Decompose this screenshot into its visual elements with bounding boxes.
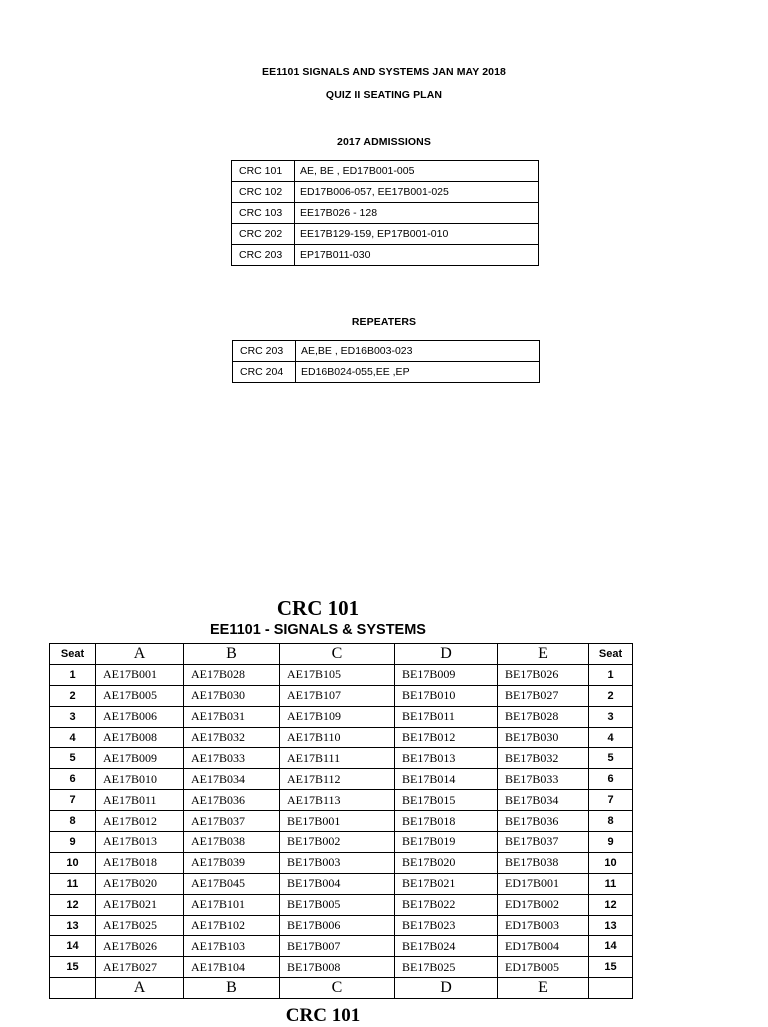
roll-number-cell: AE17B102 <box>184 915 280 936</box>
roll-number-cell: AE17B105 <box>280 664 395 685</box>
roll-number-cell: BE17B023 <box>395 915 498 936</box>
seating-row <box>50 685 633 706</box>
seating-row <box>50 727 633 748</box>
seat-header-left: Seat <box>50 644 96 665</box>
seat-number-left: 12 <box>50 894 96 915</box>
roll-number-cell: AE17B028 <box>184 664 280 685</box>
seat-number-right: 14 <box>589 936 633 957</box>
seat-number-left: 6 <box>50 769 96 790</box>
roll-number-cell: AE17B104 <box>184 957 280 978</box>
seating-row <box>50 748 633 769</box>
repeaters-row <box>233 362 540 383</box>
roll-number-cell: BE17B020 <box>395 852 498 873</box>
seating-footer-row <box>50 978 633 999</box>
seat-number-right: 10 <box>589 852 633 873</box>
roll-number-cell: BE17B004 <box>280 873 395 894</box>
roll-number-cell: AE17B026 <box>96 936 184 957</box>
admissions-row <box>232 224 539 245</box>
seat-number-left: 9 <box>50 832 96 853</box>
room-cell: CRC 102 <box>232 182 295 203</box>
batch-cell: EP17B011-030 <box>295 245 539 266</box>
seat-number-right: 5 <box>589 748 633 769</box>
admissions-table <box>231 160 539 266</box>
room-cell: CRC 202 <box>232 224 295 245</box>
admissions-row <box>232 161 539 182</box>
roll-number-cell: AE17B001 <box>96 664 184 685</box>
seating-row <box>50 664 633 685</box>
roll-number-cell: AE17B021 <box>96 894 184 915</box>
roll-number-cell: BE17B013 <box>395 748 498 769</box>
column-header: B <box>184 644 280 665</box>
roll-number-cell: AE17B030 <box>184 685 280 706</box>
seat-footer-left <box>50 978 96 999</box>
seat-number-left: 2 <box>50 685 96 706</box>
roll-number-cell: BE17B012 <box>395 727 498 748</box>
roll-number-cell: BE17B010 <box>395 685 498 706</box>
roll-number-cell: AE17B107 <box>280 685 395 706</box>
roll-number-cell: BE17B007 <box>280 936 395 957</box>
column-header: D <box>395 644 498 665</box>
room-title: CRC 101 <box>276 596 360 620</box>
seating-header-row <box>50 644 633 665</box>
roll-number-cell: ED17B004 <box>498 936 589 957</box>
seating-row <box>50 706 633 727</box>
batch-cell: AE, BE , ED17B001-005 <box>295 161 539 182</box>
quiz-header: QUIZ II SEATING PLAN <box>325 89 443 101</box>
roll-number-cell: AE17B103 <box>184 936 280 957</box>
seating-row <box>50 811 633 832</box>
room-cell: CRC 204 <box>233 362 296 383</box>
roll-number-cell: BE17B025 <box>395 957 498 978</box>
room-cell: CRC 103 <box>232 203 295 224</box>
roll-number-cell: AE17B110 <box>280 727 395 748</box>
admissions-row <box>232 182 539 203</box>
roll-number-cell: ED17B001 <box>498 873 589 894</box>
seating-row <box>50 936 633 957</box>
roll-number-cell: BE17B019 <box>395 832 498 853</box>
roll-number-cell: BE17B011 <box>395 706 498 727</box>
repeaters-title: REPEATERS <box>351 316 417 328</box>
roll-number-cell: BE17B022 <box>395 894 498 915</box>
roll-number-cell: AE17B005 <box>96 685 184 706</box>
roll-number-cell: BE17B005 <box>280 894 395 915</box>
seat-number-right: 8 <box>589 811 633 832</box>
batch-cell: EE17B026 - 128 <box>295 203 539 224</box>
column-footer: B <box>184 978 280 999</box>
admissions-title: 2017 ADMISSIONS <box>337 136 431 148</box>
batch-cell: ED17B006-057, EE17B001-025 <box>295 182 539 203</box>
batch-cell: AE,BE , ED16B003-023 <box>296 341 540 362</box>
seating-row <box>50 957 633 978</box>
seat-number-right: 4 <box>589 727 633 748</box>
seat-number-right: 3 <box>589 706 633 727</box>
column-footer: C <box>280 978 395 999</box>
roll-number-cell: BE17B034 <box>498 790 589 811</box>
roll-number-cell: AE17B012 <box>96 811 184 832</box>
room-cell: CRC 203 <box>232 245 295 266</box>
roll-number-cell: BE17B030 <box>498 727 589 748</box>
seat-number-left: 1 <box>50 664 96 685</box>
roll-number-cell: AE17B013 <box>96 832 184 853</box>
seat-number-left: 5 <box>50 748 96 769</box>
seat-number-right: 1 <box>589 664 633 685</box>
roll-number-cell: BE17B001 <box>280 811 395 832</box>
seat-number-left: 14 <box>50 936 96 957</box>
seat-number-left: 10 <box>50 852 96 873</box>
roll-number-cell: AE17B009 <box>96 748 184 769</box>
column-header: A <box>96 644 184 665</box>
seat-number-right: 7 <box>589 790 633 811</box>
seating-table <box>49 643 633 999</box>
seat-number-right: 6 <box>589 769 633 790</box>
roll-number-cell: BE17B009 <box>395 664 498 685</box>
seat-number-left: 11 <box>50 873 96 894</box>
roll-number-cell: AE17B033 <box>184 748 280 769</box>
roll-number-cell: AE17B113 <box>280 790 395 811</box>
roll-number-cell: BE17B014 <box>395 769 498 790</box>
seat-number-left: 13 <box>50 915 96 936</box>
roll-number-cell: AE17B036 <box>184 790 280 811</box>
roll-number-cell: AE17B025 <box>96 915 184 936</box>
roll-number-cell: AE17B039 <box>184 852 280 873</box>
roll-number-cell: BE17B024 <box>395 936 498 957</box>
seat-number-right: 11 <box>589 873 633 894</box>
seat-number-left: 3 <box>50 706 96 727</box>
admissions-row <box>232 245 539 266</box>
admissions-row <box>232 203 539 224</box>
seat-number-right: 15 <box>589 957 633 978</box>
roll-number-cell: BE17B015 <box>395 790 498 811</box>
repeaters-row <box>233 341 540 362</box>
seat-number-left: 4 <box>50 727 96 748</box>
roll-number-cell: AE17B045 <box>184 873 280 894</box>
roll-number-cell: AE17B011 <box>96 790 184 811</box>
column-header: C <box>280 644 395 665</box>
seat-number-right: 2 <box>589 685 633 706</box>
column-header: E <box>498 644 589 665</box>
footer-room-title: CRC 101 <box>285 1005 361 1026</box>
room-cell: CRC 101 <box>232 161 295 182</box>
seat-header-right: Seat <box>589 644 633 665</box>
roll-number-cell: BE17B032 <box>498 748 589 769</box>
roll-number-cell: AE17B010 <box>96 769 184 790</box>
course-header: EE1101 SIGNALS AND SYSTEMS JAN MAY 2018 <box>262 66 506 78</box>
seat-number-right: 12 <box>589 894 633 915</box>
seating-row <box>50 894 633 915</box>
seat-number-right: 13 <box>589 915 633 936</box>
roll-number-cell: BE17B003 <box>280 852 395 873</box>
seating-row <box>50 769 633 790</box>
roll-number-cell: BE17B027 <box>498 685 589 706</box>
seat-number-left: 15 <box>50 957 96 978</box>
roll-number-cell: ED17B002 <box>498 894 589 915</box>
roll-number-cell: BE17B033 <box>498 769 589 790</box>
roll-number-cell: AE17B101 <box>184 894 280 915</box>
roll-number-cell: BE17B018 <box>395 811 498 832</box>
seat-number-left: 7 <box>50 790 96 811</box>
seating-row <box>50 852 633 873</box>
roll-number-cell: AE17B111 <box>280 748 395 769</box>
seat-footer-right <box>589 978 633 999</box>
roll-number-cell: BE17B028 <box>498 706 589 727</box>
seating-row <box>50 915 633 936</box>
roll-number-cell: AE17B109 <box>280 706 395 727</box>
column-footer: D <box>395 978 498 999</box>
batch-cell: EE17B129-159, EP17B001-010 <box>295 224 539 245</box>
roll-number-cell: AE17B112 <box>280 769 395 790</box>
seat-number-right: 9 <box>589 832 633 853</box>
batch-cell: ED16B024-055,EE ,EP <box>296 362 540 383</box>
roll-number-cell: AE17B020 <box>96 873 184 894</box>
roll-number-cell: BE17B038 <box>498 852 589 873</box>
column-footer: E <box>498 978 589 999</box>
roll-number-cell: AE17B032 <box>184 727 280 748</box>
roll-number-cell: BE17B008 <box>280 957 395 978</box>
roll-number-cell: BE17B037 <box>498 832 589 853</box>
repeaters-table <box>232 340 540 383</box>
roll-number-cell: AE17B038 <box>184 832 280 853</box>
roll-number-cell: AE17B006 <box>96 706 184 727</box>
roll-number-cell: BE17B006 <box>280 915 395 936</box>
roll-number-cell: AE17B018 <box>96 852 184 873</box>
roll-number-cell: AE17B031 <box>184 706 280 727</box>
roll-number-cell: AE17B034 <box>184 769 280 790</box>
seating-row <box>50 832 633 853</box>
seating-row <box>50 873 633 894</box>
roll-number-cell: AE17B008 <box>96 727 184 748</box>
roll-number-cell: BE17B002 <box>280 832 395 853</box>
roll-number-cell: ED17B005 <box>498 957 589 978</box>
seating-row <box>50 790 633 811</box>
roll-number-cell: BE17B026 <box>498 664 589 685</box>
roll-number-cell: AE17B037 <box>184 811 280 832</box>
course-title: EE1101 - SIGNALS & SYSTEMS <box>210 622 426 638</box>
column-footer: A <box>96 978 184 999</box>
seat-number-left: 8 <box>50 811 96 832</box>
roll-number-cell: ED17B003 <box>498 915 589 936</box>
roll-number-cell: AE17B027 <box>96 957 184 978</box>
roll-number-cell: BE17B036 <box>498 811 589 832</box>
room-cell: CRC 203 <box>233 341 296 362</box>
roll-number-cell: BE17B021 <box>395 873 498 894</box>
